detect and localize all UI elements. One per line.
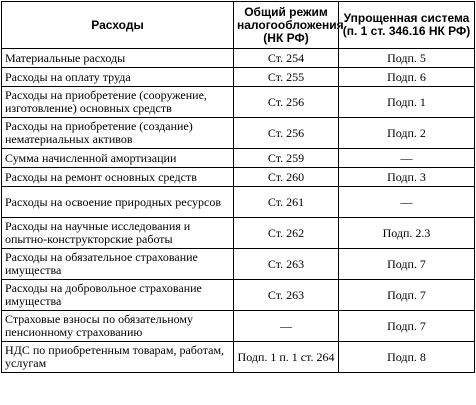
table-header-row — [2, 2, 475, 49]
table-row — [2, 168, 475, 187]
general-article-cell: Ст. 255 — [234, 68, 339, 87]
general-article-cell: Подп. 1 п. 1 ст. 264 — [234, 342, 339, 373]
tax-expenses-table — [1, 1, 475, 373]
expense-cell: Расходы на приобретение (создание) нематериальных активов — [2, 118, 234, 149]
header-expenses: Расходы — [2, 2, 234, 49]
expense-cell: Расходы на добровольное страхование имущества — [2, 280, 234, 311]
expense-cell: Страховые взносы по обязательному пенсионному страхованию — [2, 311, 234, 342]
table-row — [2, 249, 475, 280]
expense-cell: НДС по приобретенным товарам, работам, услугам — [2, 342, 234, 373]
general-article-cell: Ст. 263 — [234, 249, 339, 280]
simplified-article-cell: Подп. 5 — [339, 49, 475, 68]
table-row — [2, 49, 475, 68]
simplified-article-cell: Подп. 7 — [339, 311, 475, 342]
expense-cell: Расходы на обязательное страхование имущества — [2, 249, 234, 280]
general-article-cell: Ст. 259 — [234, 149, 339, 168]
table-row — [2, 311, 475, 342]
header-simplified-system: Упрощенная система (п. 1 ст. 346.16 НК РФ) — [339, 2, 475, 49]
table-row — [2, 342, 475, 373]
expense-cell: Расходы на ремонт основных средств — [2, 168, 234, 187]
simplified-article-cell: Подп. 3 — [339, 168, 475, 187]
general-article-cell: — — [234, 311, 339, 342]
expense-cell: Расходы на оплату труда — [2, 68, 234, 87]
expense-cell: Сумма начисленной амортизации — [2, 149, 234, 168]
expense-cell: Расходы на освоение природных ресурсов — [2, 187, 234, 218]
general-article-cell: Ст. 254 — [234, 49, 339, 68]
simplified-article-cell: Подп. 7 — [339, 249, 475, 280]
general-article-cell: Ст. 262 — [234, 218, 339, 249]
simplified-article-cell: Подп. 6 — [339, 68, 475, 87]
table-row — [2, 187, 475, 218]
general-article-cell: Ст. 260 — [234, 168, 339, 187]
header-general-regime: Общий режим налогообложения (НК РФ) — [234, 2, 339, 49]
simplified-article-cell: Подп. 8 — [339, 342, 475, 373]
expense-cell: Расходы на научные исследования и опытно-конструкторские работы — [2, 218, 234, 249]
table-row — [2, 68, 475, 87]
general-article-cell: Ст. 256 — [234, 118, 339, 149]
simplified-article-cell: — — [339, 149, 475, 168]
table-row — [2, 149, 475, 168]
simplified-article-cell: Подп. 7 — [339, 280, 475, 311]
general-article-cell: Ст. 261 — [234, 187, 339, 218]
simplified-article-cell: Подп. 2 — [339, 118, 475, 149]
table-row — [2, 87, 475, 118]
expense-cell: Расходы на приобретение (сооружение, изготовление) основных средств — [2, 87, 234, 118]
simplified-article-cell: — — [339, 187, 475, 218]
expense-cell: Материальные расходы — [2, 49, 234, 68]
table-row — [2, 280, 475, 311]
table-row — [2, 118, 475, 149]
simplified-article-cell: Подп. 1 — [339, 87, 475, 118]
table-row — [2, 218, 475, 249]
simplified-article-cell: Подп. 2.3 — [339, 218, 475, 249]
general-article-cell: Ст. 256 — [234, 87, 339, 118]
general-article-cell: Ст. 263 — [234, 280, 339, 311]
